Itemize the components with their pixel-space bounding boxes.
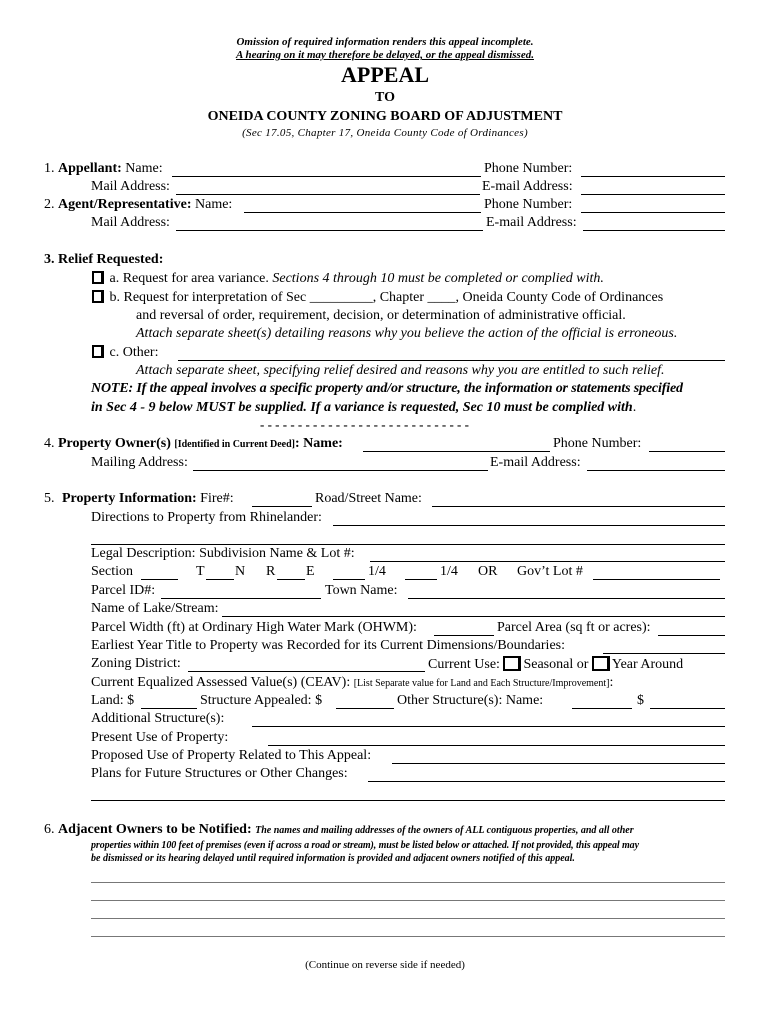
section-5-number: 5. [44, 491, 55, 506]
notice-line-2 [0, 49, 770, 61]
section-2-number: 2. [44, 197, 55, 212]
owner-row [44, 436, 343, 452]
relief-other-field[interactable] [178, 360, 725, 361]
plans-field-2[interactable] [91, 800, 725, 801]
appellant-name-label: Name: [125, 161, 163, 176]
range-field[interactable] [277, 579, 305, 580]
ceav-row [91, 675, 613, 691]
board-name: ONEIDA COUNTY ZONING BOARD OF ADJUSTMENT [207, 109, 563, 124]
note-line-2 [91, 400, 636, 416]
year-around-checkbox[interactable] [592, 656, 610, 671]
adjacent-owners-text-3: be dismissed or its hearing delayed until required information is provided and adjacent owners notified of this appeal. [91, 853, 575, 864]
other-structure-dollar: $ [637, 693, 644, 708]
agent-mail-field[interactable] [176, 230, 483, 231]
earliest-year-label: Earliest Year Title to Property was Recorded for its Current Dimensions/Boundaries: [91, 638, 565, 653]
title-to: TO [375, 90, 395, 105]
property-info-heading: Property Information: [62, 491, 197, 506]
owner-email-field[interactable] [587, 470, 725, 471]
appellant-phone-label: Phone Number: [484, 161, 573, 176]
adjacent-owners-heading: Adjacent Owners to be Notified: [58, 822, 252, 837]
adjacent-owner-line-2[interactable] [91, 900, 725, 901]
adjacent-owner-line-3[interactable] [91, 918, 725, 919]
parcel-width-field[interactable] [434, 635, 494, 636]
relief-c-label: c. Other: [109, 345, 159, 360]
relief-b-checkbox[interactable] [92, 290, 104, 303]
directions-field-2[interactable] [91, 544, 725, 545]
parcel-id-field[interactable] [161, 598, 321, 599]
adjacent-owner-line-4[interactable] [91, 936, 725, 937]
note-line-2-text: in Sec 4 - 9 below MUST be supplied. If a variance is requested, Sec 10 must be complied with [91, 400, 633, 415]
appellant-phone-field[interactable] [581, 176, 725, 177]
agent-phone-label: Phone Number: [484, 197, 573, 212]
township-n-label: N [235, 564, 246, 579]
relief-a-row [92, 271, 604, 287]
zoning-field[interactable] [188, 671, 425, 672]
adjacent-owners-text-2: properties within 100 feet of premises (even if across a road or stream), must be listed below or attached. If not provided, this appeal may [91, 840, 639, 851]
relief-heading: 3. Relief Requested: [44, 252, 164, 267]
parcel-width-label: Parcel Width (ft) at Ordinary High Water Mark (OHWM): [91, 620, 417, 635]
relief-a-checkbox[interactable] [92, 271, 104, 284]
owner-name-field[interactable] [363, 451, 550, 452]
relief-c-checkbox[interactable] [92, 345, 104, 358]
fire-number-label: Fire#: [200, 491, 234, 506]
continue-note: (Continue on reverse side if needed) [305, 959, 465, 971]
year-around-label: Year Around [611, 657, 684, 672]
section-label: Section [91, 564, 133, 579]
quarter-1-label: 1/4 [368, 564, 386, 579]
property-info-row [44, 491, 234, 507]
notice-line-2-text: A hearing on it may therefore be delayed, or the appeal dismissed. [236, 49, 534, 61]
additional-structures-label: Additional Structure(s): [91, 711, 225, 726]
owner-mail-field[interactable] [193, 470, 488, 471]
land-value-field[interactable] [141, 708, 197, 709]
range-r-label: R [266, 564, 276, 579]
quarter-2-field[interactable] [405, 579, 437, 580]
parcel-area-field[interactable] [658, 635, 725, 636]
seasonal-label: Seasonal or [523, 657, 589, 672]
owner-phone-label: Phone Number: [553, 436, 642, 451]
relief-a-note: Sections 4 through 10 must be completed or complied with. [272, 271, 604, 286]
lake-label: Name of Lake/Stream: [91, 601, 219, 616]
agent-email-label: E-mail Address: [486, 215, 577, 230]
ceav-label: Current Equalized Assessed Value(s) (CEAV): [91, 675, 351, 690]
page-title: APPEAL [341, 62, 429, 87]
plans-label: Plans for Future Structures or Other Changes: [91, 766, 348, 781]
ceav-colon: : [609, 675, 614, 690]
lake-field[interactable] [222, 616, 725, 617]
land-label: Land: $ [91, 693, 135, 708]
section-6-number: 6. [44, 822, 55, 837]
section-4-number: 4. [44, 436, 55, 451]
present-use-field[interactable] [268, 745, 725, 746]
govlot-label: Gov’t Lot # [517, 564, 583, 579]
note-line-1: NOTE: If the appeal involves a specific property and/or structure, the information or statements specified [91, 381, 683, 396]
appellant-row [44, 161, 163, 177]
seasonal-checkbox[interactable] [503, 656, 521, 671]
legal-description-label: Legal Description: Subdivision Name & Lot #: [91, 546, 355, 561]
adjacent-owners-text-1: The names and mailing addresses of the owners of ALL contiguous properties, and all other [255, 825, 634, 836]
agent-email-field[interactable] [583, 230, 725, 231]
proposed-use-field[interactable] [392, 763, 725, 764]
earliest-year-field[interactable] [603, 653, 725, 654]
structure-appealed-label: Structure Appealed: $ [200, 693, 323, 708]
owner-phone-field[interactable] [649, 451, 725, 452]
directions-label: Directions to Property from Rhinelander: [91, 510, 322, 525]
note-line-2-period: . [632, 400, 637, 415]
current-use-row [428, 656, 683, 673]
relief-b-line2: and reversal of order, requirement, decision, or determination of administrative official. [136, 308, 626, 323]
appellant-mail-label: Mail Address: [91, 179, 170, 194]
relief-c-row [92, 345, 158, 361]
other-structure-value-field[interactable] [650, 708, 725, 709]
zoning-label: Zoning District: [91, 656, 181, 671]
ceav-note: [List Separate value for Land and Each Structure/Improvement] [353, 678, 610, 689]
section-field[interactable] [141, 579, 178, 580]
appellant-email-label: E-mail Address: [482, 179, 573, 194]
plans-field[interactable] [368, 781, 725, 782]
notice-line-1: Omission of required information renders this appeal incomplete. [236, 36, 534, 48]
range-e-label: E [306, 564, 315, 579]
road-label: Road/Street Name: [315, 491, 422, 506]
township-t-label: T [196, 564, 205, 579]
parcel-id-label: Parcel ID#: [91, 583, 156, 598]
present-use-label: Present Use of Property: [91, 730, 229, 745]
relief-b-note: Attach separate sheet(s) detailing reasons why you believe the action of the official is erroneous. [136, 326, 678, 341]
relief-c-note: Attach separate sheet, specifying relief desired and reasons why you are entitled to such relief. [136, 363, 665, 378]
or-label: OR [478, 564, 498, 579]
appellant-mail-field[interactable] [176, 194, 480, 195]
owner-mail-label: Mailing Address: [91, 455, 188, 470]
other-structure-name-field[interactable] [572, 708, 632, 709]
agent-heading: Agent/Representative: [58, 197, 192, 212]
adjacent-owners-row [44, 822, 634, 838]
town-field[interactable] [408, 598, 725, 599]
road-field[interactable] [432, 506, 725, 507]
directions-field[interactable] [333, 525, 725, 526]
agent-name-label: Name: [195, 197, 233, 212]
appellant-email-field[interactable] [581, 194, 725, 195]
agent-row [44, 197, 232, 213]
other-structures-label: Other Structure(s): Name: [397, 693, 544, 708]
dash-separator: - - - - - - - - - - - - - - - - - - - - - - - - - - - - [260, 417, 469, 432]
town-label: Town Name: [325, 583, 398, 598]
proposed-use-label: Proposed Use of Property Related to This Appeal: [91, 748, 372, 763]
owner-name-label: : Name: [295, 436, 343, 451]
appellant-name-field[interactable] [172, 176, 481, 177]
additional-structures-field[interactable] [252, 726, 725, 727]
quarter-2-label: 1/4 [440, 564, 458, 579]
agent-mail-label: Mail Address: [91, 215, 170, 230]
appellant-heading: Appellant: [58, 161, 122, 176]
owner-heading: Property Owner(s) [58, 436, 171, 451]
citation: (Sec 17.05, Chapter 17, Oneida County Code of Ordinances) [242, 127, 528, 139]
fire-number-field[interactable] [252, 506, 312, 507]
relief-b-label: b. Request for interpretation of Sec _________, Chapter ____, Oneida County Code of Ordinances [109, 290, 664, 305]
section-1-number: 1. [44, 161, 55, 176]
structure-appealed-field[interactable] [336, 708, 394, 709]
current-use-label: Current Use: [428, 657, 500, 672]
quarter-1-field[interactable] [333, 579, 365, 580]
owner-email-label: E-mail Address: [490, 455, 581, 470]
govlot-field[interactable] [593, 579, 720, 580]
legal-description-field[interactable] [370, 561, 725, 562]
parcel-area-label: Parcel Area (sq ft or acres): [497, 620, 651, 635]
agent-name-field[interactable] [244, 212, 481, 213]
relief-b-row [92, 290, 663, 306]
township-field[interactable] [206, 579, 234, 580]
adjacent-owner-line-1[interactable] [91, 882, 725, 883]
agent-phone-field[interactable] [581, 212, 725, 213]
owner-bracket-note: [Identified in Current Deed] [174, 439, 296, 450]
relief-a-label: a. Request for area variance. [109, 271, 269, 286]
